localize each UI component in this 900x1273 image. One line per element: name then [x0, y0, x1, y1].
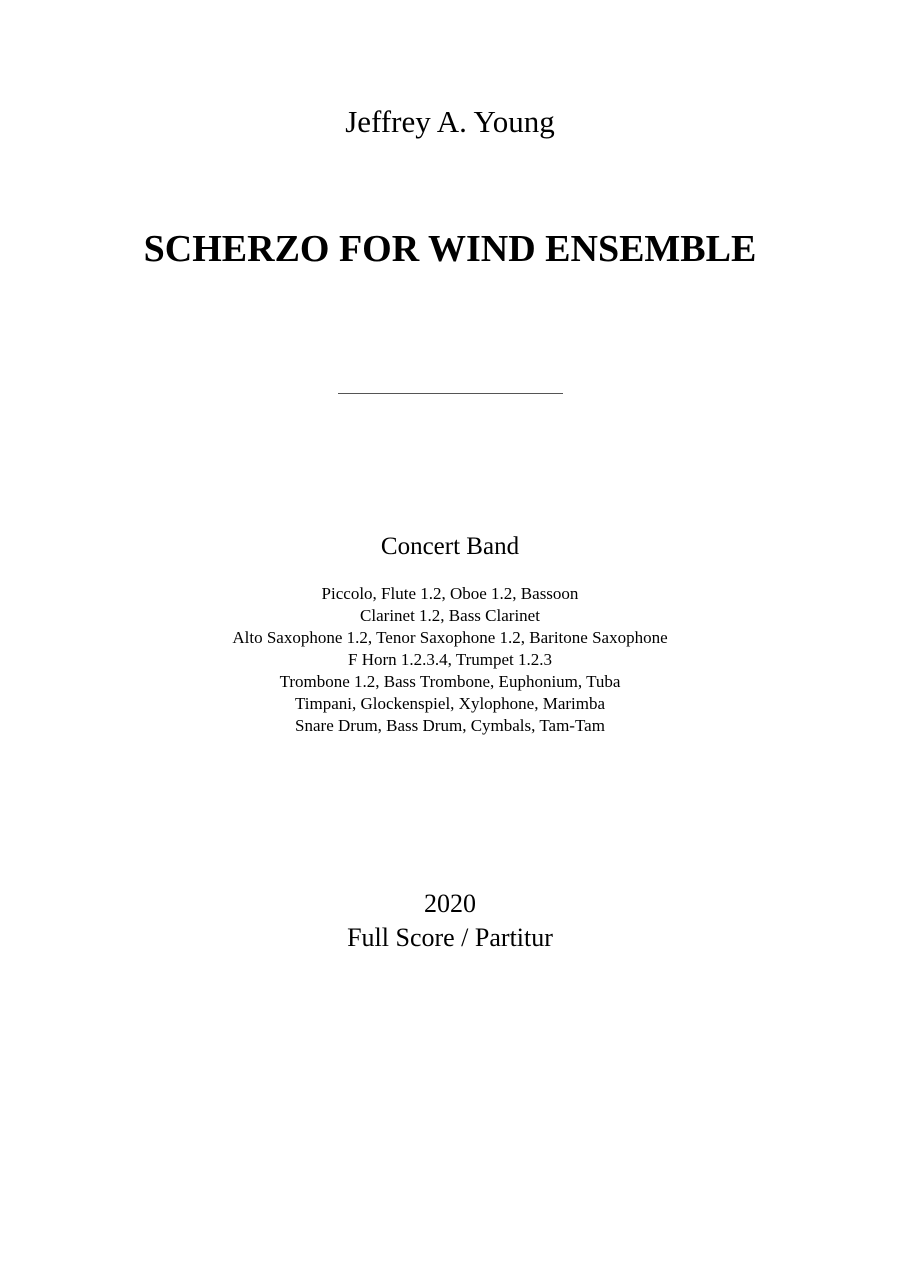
instrumentation-line: Piccolo, Flute 1.2, Oboe 1.2, Bassoon	[321, 584, 579, 603]
divider-rule	[338, 393, 563, 394]
instrumentation-list	[0, 583, 900, 737]
composer-name: Jeffrey A. Young	[345, 104, 555, 139]
instrumentation-line: Snare Drum, Bass Drum, Cymbals, Tam-Tam	[295, 716, 605, 735]
publication-year: 2020	[424, 889, 476, 918]
work-title: SCHERZO FOR WIND ENSEMBLE	[143, 228, 757, 270]
instrumentation-line: Alto Saxophone 1.2, Tenor Saxophone 1.2, Baritone Saxophone	[232, 628, 668, 647]
ensemble-type: Concert Band	[380, 533, 520, 560]
instrumentation-line: Clarinet 1.2, Bass Clarinet	[360, 606, 540, 625]
instrumentation-line: Trombone 1.2, Bass Trombone, Euphonium, Tuba	[279, 672, 621, 691]
score-type-label: Full Score / Partitur	[347, 923, 553, 952]
instrumentation-line: Timpani, Glockenspiel, Xylophone, Marimba	[294, 694, 606, 713]
instrumentation-line: F Horn 1.2.3.4, Trumpet 1.2.3	[347, 650, 553, 669]
